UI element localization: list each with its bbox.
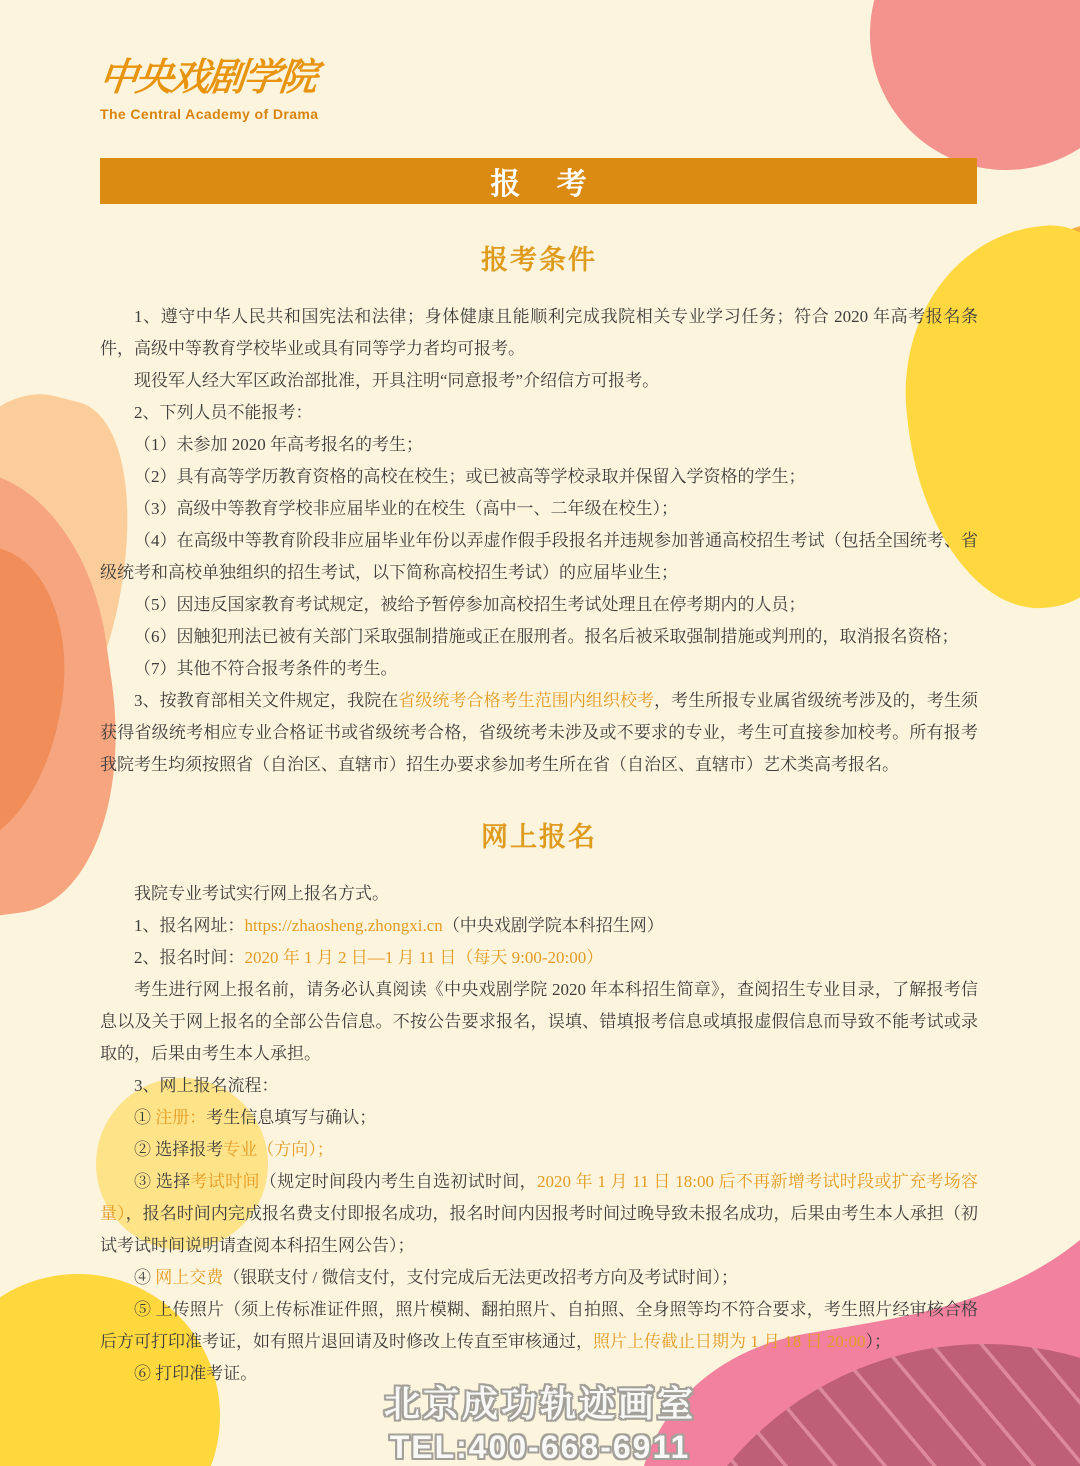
body-text: 1、遵守中华人民共和国宪法和法律；身体健康且能顺利完成我院相关专业学习任务；符合 2020 年高考报名条件，高级中等教育学校毕业或具有同等学力者均可报考。 [100, 307, 978, 358]
body-text: 3、按教育部相关文件规定，我院在 [134, 691, 399, 710]
body-text: 2、下列人员不能报考： [134, 403, 313, 422]
paragraph [100, 301, 978, 365]
studio-watermark [0, 1376, 1080, 1466]
paragraph [100, 1102, 978, 1134]
accent-text: 省级统考合格考生范围内组织校考 [398, 691, 655, 710]
section-banner [100, 158, 977, 204]
body-text: ）； [865, 1332, 891, 1351]
body-text: 1、报名网址： [134, 916, 245, 935]
body-text: （规定时间段内考生自选初试时间， [259, 1172, 537, 1191]
body-text: ① [134, 1108, 156, 1127]
body-text: 考生进行网上报名前，请务必认真阅读《中央戏剧学院 2020 年本科招生简章》，查阅招生专业目录，了解报考信息以及关于网上报名的全部公告信息。不按公告要求报名，误填、错填报考信息或填报虚假信息而导致不能考试或录取的，后果由考生本人承担。 [100, 980, 978, 1063]
document-content [100, 232, 978, 1390]
paragraph [100, 653, 978, 685]
academy-logo [97, 46, 319, 122]
body-text: （1）未参加 2020 年高考报名的考生； [134, 435, 423, 454]
paragraph [100, 621, 978, 653]
accent-text: https://zhaosheng.zhongxi.cn [244, 916, 443, 935]
body-text: 我院专业考试实行网上报名方式。 [134, 884, 389, 903]
body-text: ⑤ 上传照片（须上传标准证件照，照片模糊、翻拍照片、自拍照、全身照等均不符合要求，考生照片经审核合格后方可打印准考证，如有照片退回请及时修改上传直至审核通过， [100, 1300, 978, 1351]
body-text: 2、报名时间： [134, 948, 245, 967]
accent-text: 注册： [155, 1108, 207, 1127]
paragraph [100, 685, 978, 781]
studio-watermark-phone: TEL:400-668-6911 [389, 1429, 691, 1465]
paragraph [100, 493, 978, 525]
body-text: （5）因违反国家教育考试规定，被给予暂停参加高校招生考试处理且在停考期内的人员； [134, 595, 806, 614]
academy-logo-calligraphy: 中央戏剧学院 [97, 54, 319, 99]
body-text: （4）在高级中等教育阶段非应届毕业年份以弄虚作假手段报名并违规参加普通高校招生考试（包括全国统考、省级统考和高校单独组织的招生考试，以下简称高校招生考试）的应届毕业生； [100, 531, 978, 582]
paragraph [100, 1166, 978, 1262]
section-heading-requirements: 报考条件 [481, 245, 597, 275]
paragraph [100, 910, 978, 942]
accent-text: 2020 年 1 月 2 日—1 月 11 日（每天 9:00-20:00） [244, 948, 604, 967]
paragraph [100, 365, 978, 397]
body-text: ，报名时间内完成报名费支付即报名成功，报名时间内因报考时间过晚导致未报名成功，后果由考生本人承担（初试考试时间说明请查阅本科招生网公告）； [100, 1204, 979, 1255]
body-text: ，考生所报专业属省级统考涉及的，考生须获得省级统考相应专业合格证书或省级统考合格，省级统考未涉及或不要求的专业，考生可直接参加校考。所有报考我院考生均须按照省（自治区、直辖市）招生办要求参加考生所在省（自治区、直辖市）艺术类高考报名。 [100, 691, 979, 774]
studio-watermark-name: 北京成功轨迹画室 [383, 1383, 696, 1424]
paragraph [100, 1294, 978, 1358]
paragraph [100, 1134, 978, 1166]
paragraph [100, 974, 978, 1070]
paragraph [100, 525, 978, 589]
accent-text: 考试时间 [190, 1172, 260, 1191]
paragraph [100, 942, 978, 974]
accent-text: 网上交费 [155, 1268, 224, 1287]
paragraph [100, 1262, 978, 1294]
accent-text: 照片上传截止日期为 1 月 18 日 20:00 [593, 1332, 866, 1351]
body-text: ③ 选择 [134, 1172, 191, 1191]
body-text: 考生信息填写与确认； [206, 1108, 377, 1127]
section-body-online-registration [100, 878, 978, 1390]
accent-text: 2020 年 1 月 11 日 18:00 后不再新增考试时段或扩充考场容量） [100, 1172, 979, 1223]
body-text: （银联支付 / 微信支付，支付完成后无法更改招考方向及考试时间）； [223, 1268, 738, 1287]
body-text: （中央戏剧学院本科招生网） [442, 916, 664, 935]
body-text: ⑥ 打印准考证。 [134, 1364, 258, 1383]
academy-logo-subtitle: The Central Academy of Drama [100, 106, 319, 122]
body-text: （3）高级中等教育学校非应届毕业的在校生（高中一、二年级在校生）； [134, 499, 678, 518]
paragraph [100, 397, 978, 429]
banner-title: 报 考 [490, 168, 601, 201]
paragraph [100, 589, 978, 621]
body-text: （2）具有高等学历教育资格的高校在校生；或已被高等学校录取并保留入学资格的学生； [134, 467, 806, 486]
body-text: ② 选择报考 [134, 1140, 224, 1159]
body-text: （7）其他不符合报考条件的考生。 [134, 659, 398, 678]
accent-text: 专业（方向）； [223, 1140, 334, 1159]
paragraph [100, 461, 978, 493]
body-text: 现役军人经大军区政治部批准，开具注明“同意报考”介绍信方可报考。 [134, 371, 660, 390]
body-text: 3、网上报名流程： [134, 1076, 279, 1095]
paragraph [100, 429, 978, 461]
section-body-requirements [100, 301, 978, 781]
body-text: （6）因触犯刑法已被有关部门采取强制措施或正在服刑者。报名后被采取强制措施或判刑的，取消报名资格； [134, 627, 959, 646]
paragraph [100, 878, 978, 910]
section-heading-online-registration: 网上报名 [481, 822, 597, 852]
paragraph [100, 1070, 978, 1102]
body-text: ④ [134, 1268, 156, 1287]
